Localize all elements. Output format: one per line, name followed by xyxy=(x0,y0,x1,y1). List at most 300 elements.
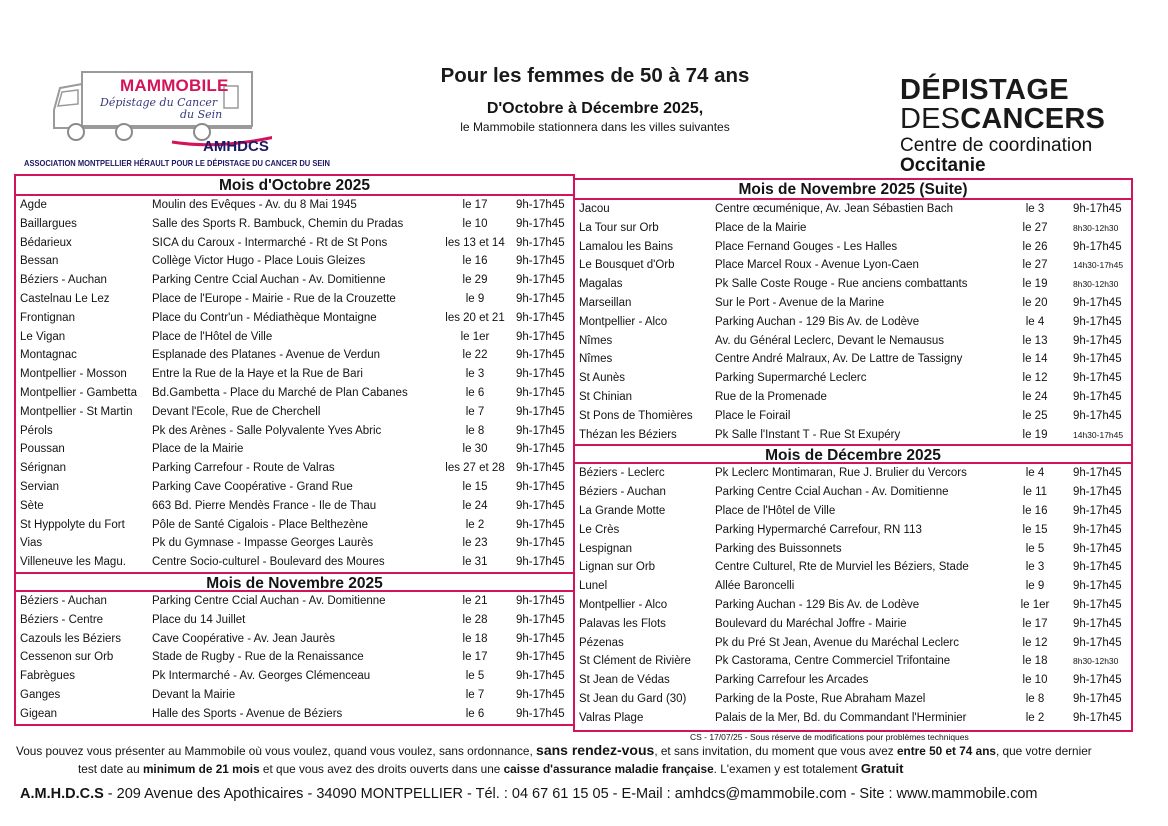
date-cell: le 27 xyxy=(1022,221,1048,234)
date-cell: le 17 xyxy=(462,199,488,211)
info-emphasis: caisse d'assurance maladie française xyxy=(503,762,714,776)
date-cell: le 5 xyxy=(465,670,485,683)
date-cell: le 3 xyxy=(1025,561,1045,574)
brand-line-1: DÉPISTAGE xyxy=(900,74,1070,106)
logo-subtitle-2: du Sein xyxy=(180,108,223,121)
mammobile-logo xyxy=(20,62,350,172)
time-cell: 9h-17h45 xyxy=(1073,617,1122,630)
table-row xyxy=(16,648,573,667)
city-cell: Bessan xyxy=(20,255,59,268)
page-title: Pour les femmes de 50 à 74 ans xyxy=(440,64,750,87)
city-cell: St Aunès xyxy=(579,372,626,385)
table-row xyxy=(575,369,1131,388)
brand-line-3: Centre de coordination xyxy=(900,135,1093,156)
city-cell: Fabrègues xyxy=(20,670,75,683)
city-cell: La Grande Motte xyxy=(579,504,666,517)
date-cell: le 19 xyxy=(1022,278,1048,291)
time-cell: 9h-17h45 xyxy=(1073,692,1122,705)
city-cell: Cazouls les Béziers xyxy=(20,632,121,645)
place-cell: Entre la Rue de la Haye et la Rue de Bari xyxy=(152,368,363,381)
table-row xyxy=(16,497,573,516)
city-cell: Villeneuve les Magu. xyxy=(20,556,126,569)
place-cell: Pôle de Santé Cigalois - Place Belthezène xyxy=(152,518,369,531)
brand-line-4: Occitanie xyxy=(900,155,986,176)
city-cell: La Tour sur Orb xyxy=(579,221,659,234)
time-cell: 9h-17h45 xyxy=(1073,580,1122,593)
place-cell: SICA du Caroux - Intermarché - Rt de St Pons xyxy=(152,236,388,249)
table-row xyxy=(16,705,573,724)
table-row xyxy=(16,592,573,611)
info-text: Vous pouvez vous présenter au Mammobile où vous voulez, quand vous voulez, sans ordonnance, xyxy=(16,744,537,758)
place-cell: Parking Auchan - 129 Bis Av. de Lodève xyxy=(715,598,920,611)
time-cell: 9h-17h45 xyxy=(516,236,565,249)
time-cell: 9h-17h45 xyxy=(516,707,565,720)
date-cell: le 14 xyxy=(1022,353,1048,366)
table-row xyxy=(16,252,573,271)
time-cell: 9h-17h45 xyxy=(1073,711,1122,724)
city-cell: Servian xyxy=(20,480,59,493)
logo-subtitle: Dépistage du Cancer xyxy=(100,96,218,109)
time-cell: 9h-17h45 xyxy=(1073,467,1122,480)
table-row xyxy=(16,686,573,705)
city-cell: Le Vigan xyxy=(20,330,66,343)
brand-cancers: CANCERS xyxy=(960,103,1106,135)
date-cell: le 18 xyxy=(1022,655,1048,668)
date-cell: le 18 xyxy=(462,632,488,645)
time-cell: 9h-17h45 xyxy=(516,199,565,211)
city-cell: Lunel xyxy=(579,580,608,593)
place-cell: Place de la Mairie xyxy=(152,443,244,456)
time-cell: 9h-17h45 xyxy=(516,368,565,381)
time-cell: 9h-17h45 xyxy=(516,480,565,493)
date-cell: le 10 xyxy=(462,217,488,230)
place-cell: Moulin des Evêques - Av. du 8 Mai 1945 xyxy=(152,199,357,211)
table-row xyxy=(575,350,1131,369)
date-cell: le 7 xyxy=(465,688,485,701)
city-cell: Béziers - Auchan xyxy=(579,486,666,499)
city-cell: Montpellier - Mosson xyxy=(20,368,127,381)
time-cell: 9h-17h45 xyxy=(516,405,565,418)
date-cell: le 5 xyxy=(1025,542,1045,555)
date-cell: le 8 xyxy=(465,424,485,437)
city-cell: Béziers - Auchan xyxy=(20,274,107,287)
info-paragraph xyxy=(16,742,1156,778)
date-cell: le 3 xyxy=(1025,203,1045,215)
time-cell: 9h-17h45 xyxy=(516,594,565,607)
place-cell: Parking Supermarché Leclerc xyxy=(715,372,867,385)
place-cell: Pk Salle Coste Rouge - Rue anciens combattants xyxy=(715,278,968,291)
table-row xyxy=(16,215,573,234)
table-row xyxy=(575,483,1131,502)
place-cell: Place de la Mairie xyxy=(715,221,807,234)
place-cell: Pk du Pré St Jean, Avenue du Maréchal Leclerc xyxy=(715,636,959,649)
city-cell: St Clément de Rivière xyxy=(579,655,691,668)
table-row xyxy=(575,219,1131,238)
city-cell: Nîmes xyxy=(579,334,613,347)
city-cell: St Jean de Védas xyxy=(579,674,670,687)
time-cell: 9h-17h45 xyxy=(516,443,565,456)
time-cell: 8h30-12h30 xyxy=(1073,279,1119,290)
date-cell: le 31 xyxy=(462,556,488,569)
time-cell: 9h-17h45 xyxy=(516,556,565,569)
city-cell: Le Crès xyxy=(579,523,620,536)
date-cell: le 15 xyxy=(462,480,488,493)
place-cell: Pk Intermarché - Av. Georges Clémenceau xyxy=(152,670,371,683)
time-cell: 9h-17h45 xyxy=(1073,598,1122,611)
city-cell: Magalas xyxy=(579,278,623,291)
time-cell: 9h-17h45 xyxy=(516,386,565,399)
place-cell: Parking Centre Ccial Auchan - Av. Domitienne xyxy=(152,274,386,287)
table-row xyxy=(16,328,573,347)
city-cell: Montpellier - Alco xyxy=(579,315,668,328)
table-row xyxy=(16,478,573,497)
city-cell: Montpellier - Alco xyxy=(579,598,668,611)
city-cell: Castelnau Le Lez xyxy=(20,292,110,305)
time-cell: 9h-17h45 xyxy=(516,274,565,287)
city-cell: Frontignan xyxy=(20,311,75,324)
time-cell: 9h-17h45 xyxy=(1073,561,1122,574)
time-cell: 9h-17h45 xyxy=(516,613,565,626)
city-cell: Palavas les Flots xyxy=(579,617,666,630)
place-cell: Allée Baroncelli xyxy=(715,580,795,593)
december-rows xyxy=(575,464,1131,727)
time-cell: 9h-17h45 xyxy=(1073,542,1122,555)
depistage-brand xyxy=(900,76,1105,176)
place-cell: Rue de la Promenade xyxy=(715,390,827,403)
table-row xyxy=(16,440,573,459)
contact-acronym: A.M.H.D.C.S xyxy=(20,786,104,802)
city-cell: St Chinian xyxy=(579,390,633,403)
contact-line xyxy=(20,786,1038,802)
place-cell: Collège Victor Hugo - Place Louis Gleizes xyxy=(152,255,366,268)
date-cell: le 10 xyxy=(1022,674,1048,687)
association-name: ASSOCIATION MONTPELLIER HÉRAULT POUR LE DÉPISTAGE DU CANCER DU SEIN xyxy=(24,159,330,168)
time-cell: 9h-17h45 xyxy=(1073,390,1122,403)
table-row xyxy=(16,346,573,365)
table-row xyxy=(575,256,1131,275)
place-cell: Parking Centre Ccial Auchan - Av. Domitienne xyxy=(715,486,949,499)
place-cell: Stade de Rugby - Rue de la Renaissance xyxy=(152,651,364,664)
date-cell: le 7 xyxy=(465,405,485,418)
info-text: . L'examen y est totalement xyxy=(713,762,861,776)
place-cell: Bd.Gambetta - Place du Marché de Plan Cabanes xyxy=(152,386,408,399)
city-cell: St Hyppolyte du Fort xyxy=(20,518,125,531)
place-cell: Place de l'Hôtel de Ville xyxy=(715,504,836,517)
table-row xyxy=(575,275,1131,294)
date-cell: les 20 et 21 xyxy=(445,311,505,324)
table-row xyxy=(16,459,573,478)
place-cell: Place du Contr'un - Médiathèque Montaigne xyxy=(152,311,377,324)
november-heading: Mois de Novembre 2025 xyxy=(16,572,573,592)
city-cell: Marseillan xyxy=(579,296,632,309)
place-cell: Centre Socio-culturel - Boulevard des Moures xyxy=(152,556,385,569)
time-cell: 9h-17h45 xyxy=(1073,504,1122,517)
revision-note: CS - 17/07/25 - Sous réserve de modifications pour problèmes techniques xyxy=(690,732,969,742)
time-cell: 9h-17h45 xyxy=(516,499,565,512)
table-row xyxy=(575,558,1131,577)
time-cell: 9h-17h45 xyxy=(516,670,565,683)
table-row xyxy=(16,290,573,309)
time-cell: 9h-17h45 xyxy=(1073,296,1122,309)
city-cell: St Pons de Thomières xyxy=(579,409,693,422)
date-cell: le 15 xyxy=(1022,523,1048,536)
december-heading: Mois de Décembre 2025 xyxy=(575,444,1131,464)
date-cell: le 25 xyxy=(1022,409,1048,422)
table-row xyxy=(16,234,573,253)
info-text: et que vous avez des droits ouverts dans une xyxy=(259,762,504,776)
city-cell: Jacou xyxy=(579,203,610,215)
info-text: , et sans invitation, du moment que vous avez xyxy=(654,744,897,758)
place-cell: Parking de la Poste, Rue Abraham Mazel xyxy=(715,692,926,705)
table-row xyxy=(16,309,573,328)
info-emphasis: sans rendez-vous xyxy=(536,742,655,758)
table-row xyxy=(575,332,1131,351)
place-cell: Esplanade des Platanes - Avenue de Verdun xyxy=(152,349,381,362)
table-row xyxy=(16,403,573,422)
table-row xyxy=(575,521,1131,540)
time-cell: 8h30-12h30 xyxy=(1073,656,1119,667)
table-row xyxy=(575,502,1131,521)
place-cell: Pk Leclerc Montimaran, Rue J. Brulier du Vercors xyxy=(715,467,967,480)
contact-details: - 209 Avenue des Apothicaires - 34090 MONTPELLIER - Tél. : 04 67 61 15 05 - E-Mail : amhdcs@mammobile.com - Site : www.mammobile.com xyxy=(103,786,1038,802)
date-cell: le 28 xyxy=(462,613,488,626)
table-row xyxy=(575,540,1131,559)
place-cell: Centre Culturel, Rte de Murviel les Béziers, Stade xyxy=(715,561,969,574)
time-cell: 9h-17h45 xyxy=(1073,674,1122,687)
place-cell: Sur le Port - Avenue de la Marine xyxy=(715,296,885,309)
place-cell: Av. du Général Leclerc, Devant le Nemausus xyxy=(715,334,945,347)
info-line-2 xyxy=(16,760,1156,778)
schedule-left xyxy=(14,174,575,726)
table-row xyxy=(16,422,573,441)
city-cell: Cessenon sur Orb xyxy=(20,651,114,664)
info-emphasis: Gratuit xyxy=(860,761,904,776)
time-cell: 9h-17h45 xyxy=(516,518,565,531)
table-row xyxy=(575,426,1131,445)
time-cell: 9h-17h45 xyxy=(1073,486,1122,499)
place-cell: Centre André Malraux, Av. De Lattre de Tassigny xyxy=(715,353,963,366)
date-cell: les 13 et 14 xyxy=(445,236,505,249)
schedule-right xyxy=(573,178,1133,732)
time-cell: 9h-17h45 xyxy=(1073,315,1122,328)
table-row xyxy=(16,630,573,649)
table-row xyxy=(16,365,573,384)
table-row xyxy=(575,596,1131,615)
time-cell: 9h-17h45 xyxy=(1073,636,1122,649)
table-row xyxy=(16,196,573,215)
time-cell: 9h-17h45 xyxy=(516,462,565,475)
place-cell: Place Fernand Gouges - Les Halles xyxy=(715,240,898,253)
time-cell: 9h-17h45 xyxy=(1073,203,1122,215)
city-cell: Thézan les Béziers xyxy=(579,428,677,441)
november-suite-rows xyxy=(575,200,1131,444)
place-cell: Devant l'Ecole, Rue de Cherchell xyxy=(152,405,321,418)
table-row xyxy=(575,464,1131,483)
table-row xyxy=(575,709,1131,728)
time-cell: 9h-17h45 xyxy=(516,632,565,645)
city-cell: Lignan sur Orb xyxy=(579,561,656,574)
table-row xyxy=(575,238,1131,257)
place-cell: Centre œcuménique, Av. Jean Sébastien Bach xyxy=(715,203,954,215)
period-note: le Mammobile stationnera dans les villes suivantes xyxy=(460,120,730,134)
brand-des: DES xyxy=(900,103,961,135)
time-cell: 9h-17h45 xyxy=(516,255,565,268)
place-cell: Place de l'Hôtel de Ville xyxy=(152,330,273,343)
time-cell: 9h-17h45 xyxy=(516,424,565,437)
header xyxy=(395,64,795,134)
place-cell: Place Marcel Roux - Avenue Lyon-Caen xyxy=(715,259,919,272)
table-row xyxy=(575,388,1131,407)
date-cell: les 27 et 28 xyxy=(445,462,505,475)
time-cell: 9h-17h45 xyxy=(516,330,565,343)
date-cell: le 6 xyxy=(465,386,485,399)
date-cell: le 17 xyxy=(462,651,488,664)
time-cell: 14h30-17h45 xyxy=(1073,429,1124,440)
period-title: D'Octobre à Décembre 2025, xyxy=(486,100,704,117)
place-cell: Parking des Buissonnets xyxy=(715,542,842,555)
date-cell: le 19 xyxy=(1022,428,1048,441)
time-cell: 9h-17h45 xyxy=(516,217,565,230)
time-cell: 9h-17h45 xyxy=(1073,334,1122,347)
date-cell: le 13 xyxy=(1022,334,1048,347)
city-cell: Sète xyxy=(20,499,44,512)
city-cell: Béziers - Centre xyxy=(20,613,104,626)
date-cell: le 17 xyxy=(1022,617,1048,630)
time-cell: 9h-17h45 xyxy=(1073,372,1122,385)
table-row xyxy=(575,615,1131,634)
place-cell: 663 Bd. Pierre Mendès France - Ile de Thau xyxy=(152,499,377,512)
city-cell: Bédarieux xyxy=(20,236,72,249)
place-cell: Parking Centre Ccial Auchan - Av. Domitienne xyxy=(152,594,386,607)
november-rows xyxy=(16,592,573,724)
city-cell: Baillargues xyxy=(20,217,77,230)
table-row xyxy=(16,534,573,553)
city-cell: Sérignan xyxy=(20,462,67,475)
place-cell: Halle des Sports - Avenue de Béziers xyxy=(152,707,343,720)
date-cell: le 4 xyxy=(1025,467,1045,480)
date-cell: le 24 xyxy=(1022,390,1048,403)
city-cell: Poussan xyxy=(20,443,65,456)
place-cell: Place de l'Europe - Mairie - Rue de la Crouzette xyxy=(152,292,396,305)
city-cell: Lamalou les Bains xyxy=(579,240,673,253)
city-cell: St Jean du Gard (30) xyxy=(579,692,687,705)
date-cell: le 2 xyxy=(1025,711,1045,724)
date-cell: le 12 xyxy=(1022,372,1048,385)
city-cell: Montagnac xyxy=(20,349,77,362)
date-cell: le 26 xyxy=(1022,240,1048,253)
date-cell: le 6 xyxy=(465,707,485,720)
place-cell: Pk Castorama, Centre Commerciel Trifontaine xyxy=(715,655,951,668)
date-cell: le 16 xyxy=(1022,504,1048,517)
table-row xyxy=(575,407,1131,426)
time-cell: 9h-17h45 xyxy=(516,349,565,362)
logo-title: MAMMOBILE xyxy=(120,76,229,95)
place-cell: Parking Auchan - 129 Bis Av. de Lodève xyxy=(715,315,920,328)
place-cell: Salle des Sports R. Bambuck, Chemin du Pradas xyxy=(152,217,404,230)
place-cell: Parking Cave Coopérative - Grand Rue xyxy=(152,480,353,493)
date-cell: le 11 xyxy=(1022,486,1048,499)
place-cell: Devant la Mairie xyxy=(152,688,236,701)
place-cell: Palais de la Mer, Bd. du Commandant l'Herminier xyxy=(715,711,967,724)
table-row xyxy=(16,667,573,686)
place-cell: Parking Hypermarché Carrefour, RN 113 xyxy=(715,523,922,536)
time-cell: 9h-17h45 xyxy=(516,292,565,305)
table-row xyxy=(575,313,1131,332)
table-row xyxy=(16,611,573,630)
date-cell: le 1er xyxy=(1020,598,1050,611)
time-cell: 9h-17h45 xyxy=(1073,409,1122,422)
city-cell: Béziers - Auchan xyxy=(20,594,107,607)
time-cell: 9h-17h45 xyxy=(1073,353,1122,366)
city-cell: Montpellier - Gambetta xyxy=(20,386,137,399)
date-cell: le 1er xyxy=(460,330,490,343)
date-cell: le 9 xyxy=(465,292,485,305)
date-cell: le 29 xyxy=(462,274,488,287)
table-row xyxy=(16,271,573,290)
table-row xyxy=(575,671,1131,690)
city-cell: Pézenas xyxy=(579,636,624,649)
place-cell: Pk du Gymnase - Impasse Georges Laurès xyxy=(152,537,374,550)
date-cell: le 22 xyxy=(462,349,488,362)
city-cell: Béziers - Leclerc xyxy=(579,467,665,480)
time-cell: 9h-17h45 xyxy=(516,651,565,664)
place-cell: Boulevard du Maréchal Joffre - Mairie xyxy=(715,617,907,630)
city-cell: Ganges xyxy=(20,688,61,701)
date-cell: le 20 xyxy=(1022,296,1048,309)
date-cell: le 23 xyxy=(462,537,488,550)
date-cell: le 24 xyxy=(462,499,488,512)
place-cell: Pk des Arènes - Salle Polyvalente Yves Abric xyxy=(152,424,382,437)
city-cell: Gigean xyxy=(20,707,58,720)
time-cell: 9h-17h45 xyxy=(1073,240,1122,253)
city-cell: Le Bousquet d'Orb xyxy=(579,259,675,272)
time-cell: 9h-17h45 xyxy=(516,688,565,701)
date-cell: le 16 xyxy=(462,255,488,268)
date-cell: le 9 xyxy=(1025,580,1045,593)
city-cell: Nîmes xyxy=(579,353,613,366)
time-cell: 9h-17h45 xyxy=(1073,523,1122,536)
city-cell: Valras Plage xyxy=(579,711,644,724)
table-row xyxy=(575,634,1131,653)
november-suite-heading: Mois de Novembre 2025 (Suite) xyxy=(575,180,1131,200)
date-cell: le 27 xyxy=(1022,259,1048,272)
table-row xyxy=(575,652,1131,671)
october-heading: Mois d'Octobre 2025 xyxy=(16,176,573,196)
date-cell: le 30 xyxy=(462,443,488,456)
table-row xyxy=(575,577,1131,596)
info-emphasis: entre 50 et 74 ans xyxy=(896,744,996,758)
logo-acronym: AMHDCS xyxy=(203,138,269,155)
city-cell: Pérols xyxy=(20,424,53,437)
time-cell: 9h-17h45 xyxy=(516,311,565,324)
time-cell: 14h30-17h45 xyxy=(1073,260,1124,271)
city-cell: Montpellier - St Martin xyxy=(20,405,133,418)
table-row xyxy=(16,553,573,572)
date-cell: le 21 xyxy=(462,594,488,607)
place-cell: Place le Foirail xyxy=(715,409,791,422)
city-cell: Vias xyxy=(20,537,43,550)
place-cell: Cave Coopérative - Av. Jean Jaurès xyxy=(152,632,336,645)
date-cell: le 8 xyxy=(1025,692,1045,705)
info-text: test date au xyxy=(78,762,143,776)
table-row xyxy=(16,384,573,403)
date-cell: le 2 xyxy=(465,518,485,531)
date-cell: le 4 xyxy=(1025,315,1045,328)
time-cell: 9h-17h45 xyxy=(516,537,565,550)
october-rows xyxy=(16,196,573,572)
city-cell: Agde xyxy=(20,199,47,211)
brand-line-2 xyxy=(900,104,1105,134)
